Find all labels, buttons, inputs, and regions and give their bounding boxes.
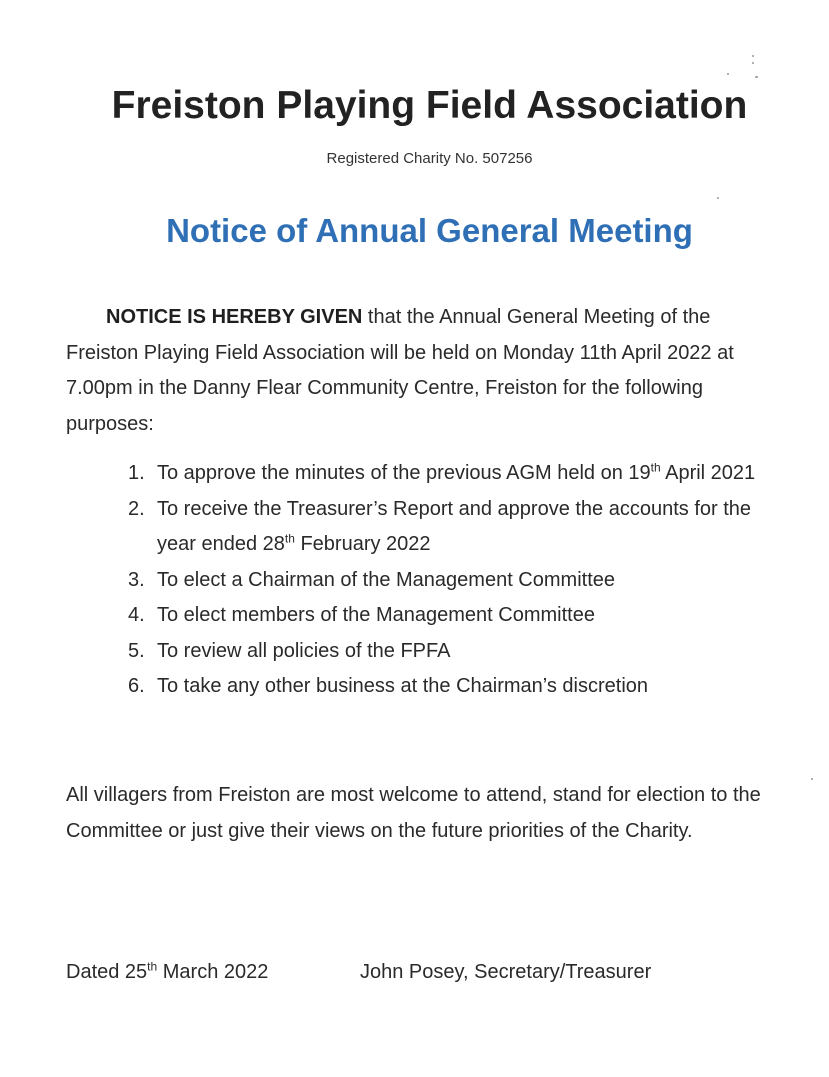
list-item-text: To receive the Treasurer’s Report and approve the accounts for the year ended 28	[157, 497, 752, 555]
date-suffix: March 2022	[157, 961, 269, 983]
date-line	[66, 955, 268, 991]
list-item-text: To take any other business at the Chairman’s discretion	[157, 675, 649, 697]
scan-speck	[755, 76, 758, 78]
ordinal-suffix: th	[284, 531, 295, 546]
list-item-number: 2.	[128, 497, 145, 520]
scan-speck	[752, 55, 754, 57]
scan-speck	[727, 73, 729, 75]
list-item	[128, 669, 788, 705]
purposes-list	[128, 456, 788, 705]
list-item-text: To review all policies of the FPFA	[157, 639, 451, 662]
list-item-number: 3.	[128, 568, 145, 591]
intro-text: that the Annual General Meeting of the Freiston Playing Field Association will be held on Monday 11th April 2022 at 7.00pm in the Danny Flear Community Centre, Freiston for the following purposes:	[66, 306, 734, 435]
list-item	[128, 563, 788, 599]
ordinal-suffix: th	[650, 460, 661, 475]
signature-line: John Posey, Secretary/Treasurer	[360, 961, 652, 983]
list-item	[128, 634, 788, 670]
list-item-text-cont: April 2021	[660, 462, 756, 484]
date-ordinal-suffix: th	[147, 959, 158, 974]
scan-speck	[752, 62, 754, 64]
list-item-text: To approve the minutes of the previous AGM held on 19	[157, 462, 651, 484]
charity-number: Registered Charity No. 507256	[326, 150, 533, 167]
scan-speck	[717, 197, 719, 199]
list-item	[128, 456, 788, 492]
organisation-title: Freiston Playing Field Association	[111, 84, 748, 127]
list-item-number: 1.	[128, 462, 145, 484]
list-item	[128, 598, 788, 634]
date-prefix: Dated 25	[66, 961, 148, 983]
intro-bold-lead: NOTICE IS HEREBY GIVEN	[106, 306, 363, 328]
list-item-number: 6.	[128, 675, 145, 697]
list-item-text: To elect members of the Management Committee	[157, 604, 595, 626]
notice-title: Notice of Annual General Meeting	[166, 212, 693, 249]
list-item-text: To elect a Chairman of the Management Committee	[157, 568, 615, 591]
list-item	[128, 492, 788, 563]
list-item-number: 4.	[128, 604, 145, 626]
intro-paragraph	[66, 300, 766, 442]
scan-speck	[811, 778, 813, 780]
closing-paragraph: All villagers from Freiston are most welcome to attend, stand for election to the Committee or just give their views on the future priorities of the Charity.	[66, 784, 761, 842]
list-item-number: 5.	[128, 639, 145, 662]
list-item-text-cont: February 2022	[294, 533, 431, 555]
